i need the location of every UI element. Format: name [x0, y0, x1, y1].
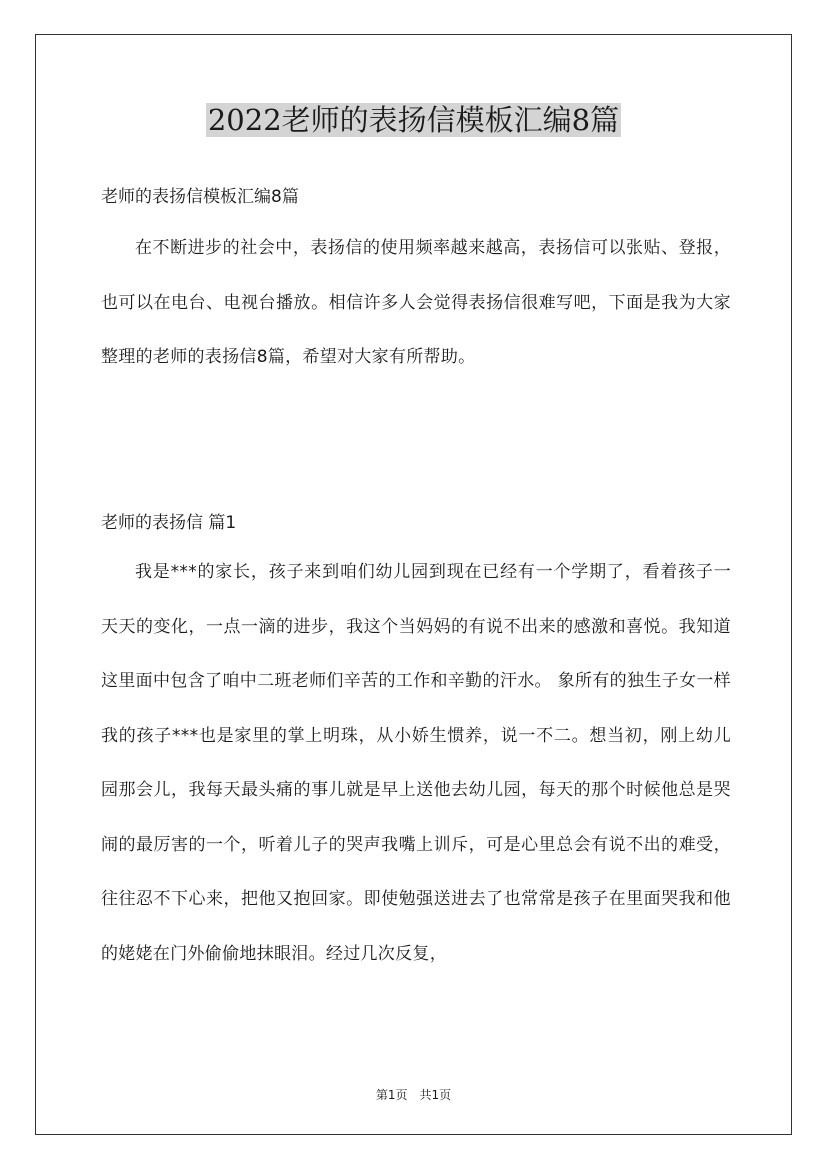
section-heading: 老师的表扬信 篇1 — [101, 513, 237, 533]
document-title — [0, 98, 827, 142]
title-text: 2022老师的表扬信模板汇编8篇 — [207, 103, 620, 137]
document-subtitle: 老师的表扬信模板汇编8篇 — [101, 187, 299, 207]
intro-paragraph: 在不断进步的社会中，表扬信的使用频率越来越高，表扬信可以张贴、登报，也可以在电台、电视台播放。相信许多人会觉得表扬信很难写吧，下面是我为大家整理的老师的表扬信8篇，希望对大家有所帮助。 — [101, 238, 731, 367]
page-footer: 第1页 共1页 — [375, 1088, 452, 1102]
section-paragraph: 我是***的家长，孩子来到咱们幼儿园到现在已经有一个学期了，看着孩子一天天的变化，一点一滴的进步，我这个当妈妈的有说不出来的感激和喜悦。我知道这里面中包含了咱中二班老师们辛苦的工作和辛勤的汗水。 象所有的独生子女一样我的孩子***也是家里的掌上明珠，从小娇生惯养，说一不二。想当初，刚上幼儿园那会儿，我每天最头痛的事儿就是早上送他去幼儿园，每天的那个时候他总是哭闹的最厉害的一个，听着儿子的哭声我嘴上训斥，可是心里总会有说不出的难受，往往忍不下心来，把他又抱回家。即使勉强送进去了也常常是孩子在里面哭我和他的姥姥在门外偷偷地抹眼泪。经过几次反复， — [101, 562, 731, 964]
